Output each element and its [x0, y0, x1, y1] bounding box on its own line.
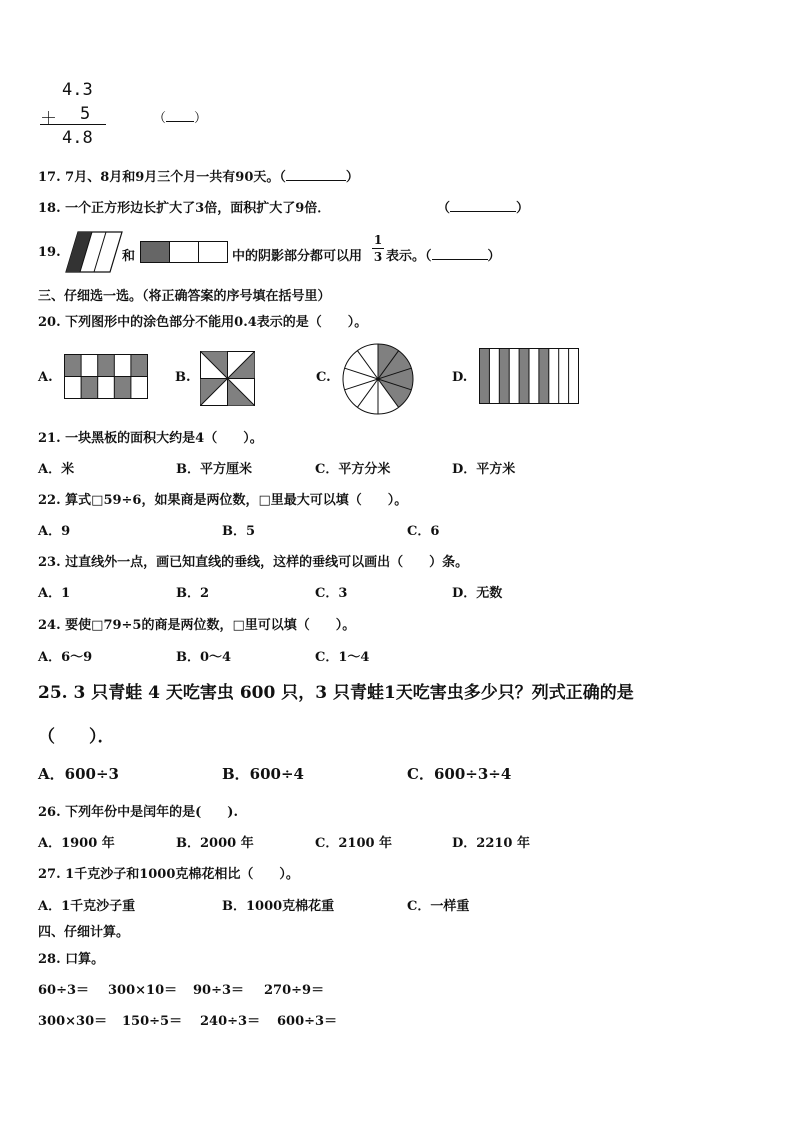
section-3-title: 三、仔细选一选。（将正确答案的序号填在括号里） [38, 289, 331, 304]
option-b[interactable]: B．2 [176, 586, 210, 601]
plus-sign: ＋ [40, 109, 57, 129]
option-a[interactable]: A．6～9 [38, 650, 93, 665]
section-4-title: 四、仔细计算。 [38, 925, 130, 940]
question-number: 20. [38, 315, 61, 330]
question-number: 21. [38, 431, 61, 446]
question-text: 算式□59÷6，如果商是两位数，□里最大可以填（ ）。 [65, 493, 408, 508]
question-26 [38, 801, 238, 820]
fraction-one-third [372, 233, 384, 264]
option-b[interactable]: B．0～4 [176, 650, 232, 665]
calc-item[interactable]: 60÷3＝ [38, 983, 90, 998]
option-a-label[interactable]: A. [38, 370, 53, 385]
question-27 [38, 863, 299, 882]
option-b[interactable]: B．平方厘米 [176, 462, 252, 477]
question-number: 18. [38, 201, 61, 216]
option-d-label[interactable]: D. [452, 370, 468, 385]
question-text: 7月、8月和9月三个月一共有90天。 [65, 170, 280, 185]
question-19-number: 19. [38, 245, 61, 260]
figure-c-circle[interactable] [342, 343, 414, 415]
parallelogram-figure [66, 230, 126, 274]
figure-d-strips[interactable] [479, 348, 581, 406]
strip-figure [140, 241, 230, 263]
question-number: 26. [38, 805, 61, 820]
question-number: 28. [38, 952, 61, 967]
answer-blank[interactable]: （ ） [153, 111, 208, 126]
question-number: 17. [38, 170, 61, 185]
option-a[interactable]: A．9 [38, 524, 71, 539]
question-number: 25. [38, 683, 68, 703]
question-text: 一块黑板的面积大约是4（ ）。 [65, 431, 263, 446]
option-a[interactable]: A．1900 年 [38, 836, 115, 851]
question-23 [38, 551, 468, 570]
option-b[interactable]: B．5 [222, 524, 256, 539]
calc-item[interactable]: 300×10＝ [108, 983, 178, 998]
option-c[interactable]: C．3 [315, 586, 348, 601]
question-text: 一个正方形边长扩大了3倍，面积扩大了9倍． [65, 201, 331, 216]
option-d[interactable]: D．无数 [452, 586, 503, 601]
option-b[interactable]: B．2000 年 [176, 836, 254, 851]
question-18 [38, 197, 330, 216]
question-25-paren[interactable]: （ ）． [38, 727, 115, 747]
question-text: 过直线外一点，画已知直线的垂线，这样的垂线可以画出（ ）条。 [65, 555, 469, 570]
option-c-label[interactable]: C. [316, 370, 331, 385]
figure-a-grid[interactable] [64, 354, 150, 400]
calc-item[interactable]: 90÷3＝ [193, 983, 245, 998]
option-b[interactable]: B．1000克棉花重 [222, 899, 335, 914]
question-19-text: 中的阴影部分都可以用 [232, 249, 363, 264]
option-a[interactable]: A．1 [38, 586, 71, 601]
answer-blank[interactable] [286, 169, 346, 181]
option-c[interactable]: C．2100 年 [315, 836, 393, 851]
question-text: 下列年份中是闰年的是( ). [65, 805, 238, 820]
question-21 [38, 427, 263, 446]
sum-result: 4.8 [62, 128, 93, 148]
option-c[interactable]: C．600÷3÷4 [407, 765, 512, 783]
calc-item[interactable]: 270÷9＝ [264, 983, 325, 998]
question-number: 23. [38, 555, 61, 570]
and-text: 和 [122, 249, 136, 264]
answer-blank[interactable] [432, 248, 488, 260]
option-c[interactable]: C．1～4 [315, 650, 370, 665]
addend-top: 4.3 [62, 80, 93, 100]
option-d[interactable]: D．平方米 [452, 462, 516, 477]
option-c[interactable]: C．平方分米 [315, 462, 391, 477]
question-text: 3 只青蛙 4 天吃害虫 600 只，3 只青蛙1天吃害虫多少只？列式正确的是 [73, 683, 634, 703]
question-number: 27. [38, 867, 61, 882]
option-b[interactable]: B．600÷4 [222, 765, 304, 783]
question-24 [38, 614, 355, 633]
answer-blank-18[interactable]: （ ） [437, 201, 530, 216]
calc-item[interactable]: 150÷5＝ [122, 1014, 183, 1029]
question-text: 口算。 [65, 952, 105, 967]
calc-item[interactable]: 600÷3＝ [277, 1014, 338, 1029]
option-a[interactable]: A．600÷3 [38, 765, 119, 783]
option-d[interactable]: D．2210 年 [452, 836, 530, 851]
option-b-label[interactable]: B. [175, 370, 191, 385]
vertical-addition [40, 80, 160, 150]
figure-b-square[interactable] [200, 351, 256, 407]
calc-item[interactable]: 300×30＝ [38, 1014, 108, 1029]
question-number: 24. [38, 618, 61, 633]
fraction-numerator: 1 [373, 233, 383, 247]
addend-second: 5 [80, 104, 91, 124]
sum-line [40, 124, 106, 125]
option-c[interactable]: C．一样重 [407, 899, 470, 914]
option-a[interactable]: A．1千克沙子重 [38, 899, 136, 914]
question-20 [38, 311, 367, 330]
question-25 [38, 678, 634, 703]
calc-item[interactable]: 240÷3＝ [200, 1014, 261, 1029]
question-number: 22. [38, 493, 61, 508]
fraction-denominator: 3 [373, 250, 383, 264]
question-28 [38, 948, 104, 967]
option-a[interactable]: A．米 [38, 462, 75, 477]
question-text: 要使□79÷5的商是两位数，□里可以填（ ）。 [65, 618, 356, 633]
question-text: 1千克沙子和1000克棉花相比（ ）。 [65, 867, 299, 882]
question-19-tail: 表示。（ ） [386, 249, 501, 264]
option-c[interactable]: C．6 [407, 524, 440, 539]
question-22 [38, 489, 407, 508]
question-17: 17. 7月、8月和9月三个月一共有90天。（ ） [38, 170, 359, 185]
question-text: 下列图形中的涂色部分不能用0.4表示的是（ ）。 [65, 315, 368, 330]
